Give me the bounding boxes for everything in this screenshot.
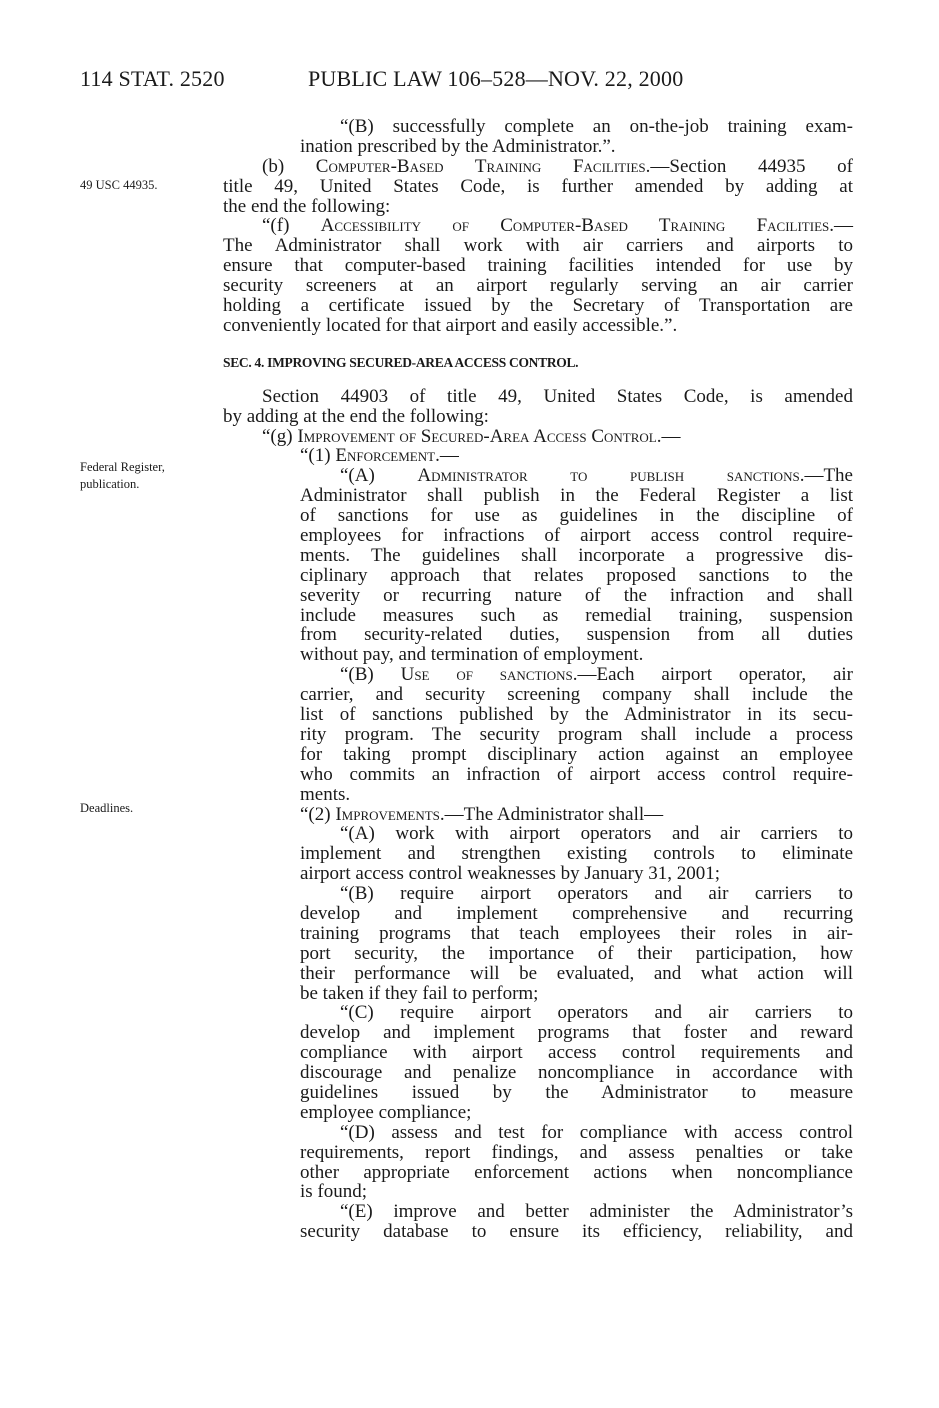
text-line	[262, 387, 853, 407]
running-header-title: PUBLIC LAW 106–528—NOV. 22, 2000	[308, 66, 684, 91]
text-line	[340, 665, 853, 685]
text-line	[262, 216, 853, 236]
line-text: without pay, and termination of employment.	[300, 644, 644, 666]
line-text: airport access control weaknesses by January 31, 2001;	[300, 863, 720, 885]
text-line	[340, 466, 853, 486]
line-text: title 49, United States Code, is further amended by adding at	[223, 175, 853, 197]
small-caps-heading: Accessibility of Computer-Based Training Facilities.	[320, 215, 834, 237]
line-text: who commits an infraction of airport access control require-	[300, 763, 853, 785]
line-text: for taking prompt disciplinary action against an employee	[300, 743, 853, 765]
line-text: of sanctions for use as guidelines in the discipline of	[300, 505, 853, 527]
text-line	[223, 296, 853, 316]
line-text: list of sanctions published by the Administrator in its secu-	[300, 704, 853, 726]
line-text: (b)	[262, 155, 316, 177]
statute-page-number: 114 STAT. 2520	[80, 66, 225, 91]
text-line	[223, 256, 853, 276]
small-caps-heading: Computer-Based Training Facilities.	[315, 155, 651, 177]
line-text: ciplinary approach that relates proposed sanctions to the	[300, 564, 853, 586]
text-line	[300, 864, 853, 884]
small-caps-heading: Administrator to publish sanctions.	[417, 465, 805, 487]
line-text: —	[834, 215, 853, 237]
line-text: Administrator shall publish in the Federal Register a list	[300, 485, 853, 507]
text-line	[340, 117, 853, 137]
line-text: “(B) successfully complete an on-the-job training exam-	[340, 116, 853, 137]
text-line	[300, 924, 853, 944]
text-line	[300, 964, 853, 984]
text-line	[300, 725, 853, 745]
text-line	[340, 1003, 853, 1023]
line-text: requirements, report findings, and assess penalties or take	[300, 1141, 853, 1163]
line-text: “(D) assess and test for compliance with access control	[340, 1121, 853, 1143]
text-line	[300, 785, 853, 805]
section-heading: SEC. 4. IMPROVING SECURED-AREA ACCESS CONTROL.	[223, 354, 579, 370]
line-text: ination prescribed by the Administrator.”.	[300, 135, 616, 157]
line-text: ments. The guidelines shall incorporate a progressive dis-	[300, 544, 853, 566]
line-text: —The	[804, 465, 853, 487]
line-text: the end the following:	[223, 195, 391, 217]
small-caps-heading: Improvement of Secured-Area Access Control.	[297, 425, 662, 447]
text-line	[300, 944, 853, 964]
line-text: develop and implement comprehensive and recurring	[300, 902, 853, 924]
line-text: guidelines issued by the Administrator to measure	[300, 1081, 853, 1103]
line-text: training programs that teach employees their roles in air-	[300, 922, 853, 944]
section-4-text	[223, 387, 853, 1242]
margin-note-federal-register: Federal Register,	[80, 460, 165, 474]
text-line	[340, 884, 853, 904]
line-text: —Each airport operator, air	[577, 664, 853, 686]
text-line	[223, 316, 853, 336]
text-line	[300, 586, 853, 606]
line-text: their performance will be evaluated, and what action will	[300, 962, 853, 984]
line-text: severity or recurring nature of the infraction and shall	[300, 584, 853, 606]
line-text: compliance with airport access control requirements and	[300, 1042, 853, 1064]
text-line	[300, 705, 853, 725]
line-text: —Section 44935 of	[650, 155, 853, 177]
line-text: from security-related duties, suspension from all duties	[300, 624, 853, 646]
line-text: “(B) require airport operators and air carriers to	[340, 883, 853, 905]
text-line	[300, 1103, 853, 1123]
small-caps-heading: Enforcement.	[335, 445, 440, 467]
text-line	[300, 606, 853, 626]
line-text: “(1)	[300, 445, 336, 467]
line-text: ensure that computer-based training facilities intended for use by	[223, 255, 853, 277]
text-line	[300, 1143, 853, 1163]
margin-note-publication: publication.	[80, 477, 140, 491]
text-line	[300, 1043, 853, 1063]
line-text: “(E) improve and better administer the Administrator’s	[340, 1201, 853, 1223]
text-line	[300, 566, 853, 586]
small-caps-heading: Use of sanctions.	[400, 664, 578, 686]
line-text: The Administrator shall work with air carriers and airports to	[223, 235, 853, 257]
text-line	[300, 1083, 853, 1103]
text-line	[262, 157, 853, 177]
line-text: “(A) work with airport operators and air carriers to	[340, 823, 853, 845]
text-line	[300, 765, 853, 785]
text-line	[300, 486, 853, 506]
line-text: “(A)	[340, 465, 418, 487]
line-text: “(f)	[262, 215, 321, 237]
document-body	[223, 117, 853, 1242]
line-text: be taken if they fail to perform;	[300, 982, 539, 1004]
line-text: port security, the importance of their participation, how	[300, 942, 853, 964]
line-text: “(C) require airport operators and air carriers to	[340, 1002, 853, 1024]
text-line	[300, 685, 853, 705]
text-line	[340, 1202, 853, 1222]
line-text: discourage and penalize noncompliance in accordance with	[300, 1062, 853, 1084]
line-text: implement and strengthen existing controls to eliminate	[300, 843, 853, 865]
line-text: Section 44903 of title 49, United States Code, is amended	[262, 385, 853, 407]
text-line	[340, 1123, 853, 1143]
text-line	[300, 984, 853, 1004]
text-line	[262, 427, 853, 447]
margin-note-deadlines: Deadlines.	[80, 801, 134, 815]
text-line	[300, 1182, 853, 1202]
text-line	[300, 526, 853, 546]
text-line	[300, 137, 853, 157]
text-line	[300, 745, 853, 765]
line-text: “(B)	[340, 664, 401, 686]
text-line	[300, 1063, 853, 1083]
line-text: “(g)	[262, 425, 298, 447]
line-text: other appropriate enforcement actions when noncompliance	[300, 1161, 853, 1183]
line-text: conveniently located for that airport and easily accessible.”.	[223, 314, 678, 336]
line-text: employees for infractions of airport access control require-	[300, 525, 853, 547]
line-text: holding a certificate issued by the Secretary of Transportation are	[223, 295, 853, 317]
text-line	[223, 236, 853, 256]
line-text: develop and implement programs that foster and reward	[300, 1022, 853, 1044]
text-line	[300, 645, 853, 665]
line-text: —The Administrator shall—	[444, 803, 664, 825]
line-text: “(2)	[300, 803, 336, 825]
text-line	[300, 1163, 853, 1183]
line-text: is found;	[300, 1181, 368, 1203]
line-text: carrier, and security screening company shall include the	[300, 684, 853, 706]
text-line	[300, 844, 853, 864]
section-3-continuation	[223, 117, 853, 336]
margin-note-usc: 49 USC 44935.	[80, 178, 158, 192]
text-line	[300, 805, 853, 825]
text-line	[300, 1023, 853, 1043]
text-line	[300, 506, 853, 526]
line-text: include measures such as remedial training, suspension	[300, 604, 853, 626]
text-line	[223, 407, 853, 427]
line-text: —	[439, 445, 459, 467]
line-text: ments.	[300, 783, 351, 805]
line-text: security screeners at an airport regularly serving an air carrier	[223, 275, 853, 297]
text-line	[300, 904, 853, 924]
small-caps-heading: Improvements.	[335, 803, 445, 825]
text-line	[223, 177, 853, 197]
line-text: —	[661, 425, 681, 447]
text-line	[300, 1222, 853, 1242]
text-line	[300, 446, 853, 466]
line-text: security database to ensure its efficiency, reliability, and	[300, 1221, 853, 1243]
text-line	[223, 276, 853, 296]
line-text: employee compliance;	[300, 1101, 472, 1123]
text-line	[300, 546, 853, 566]
text-line	[300, 625, 853, 645]
line-text: rity program. The security program shall include a process	[300, 723, 853, 745]
text-line	[340, 824, 853, 844]
text-line	[223, 197, 853, 217]
line-text: by adding at the end the following:	[223, 405, 489, 427]
